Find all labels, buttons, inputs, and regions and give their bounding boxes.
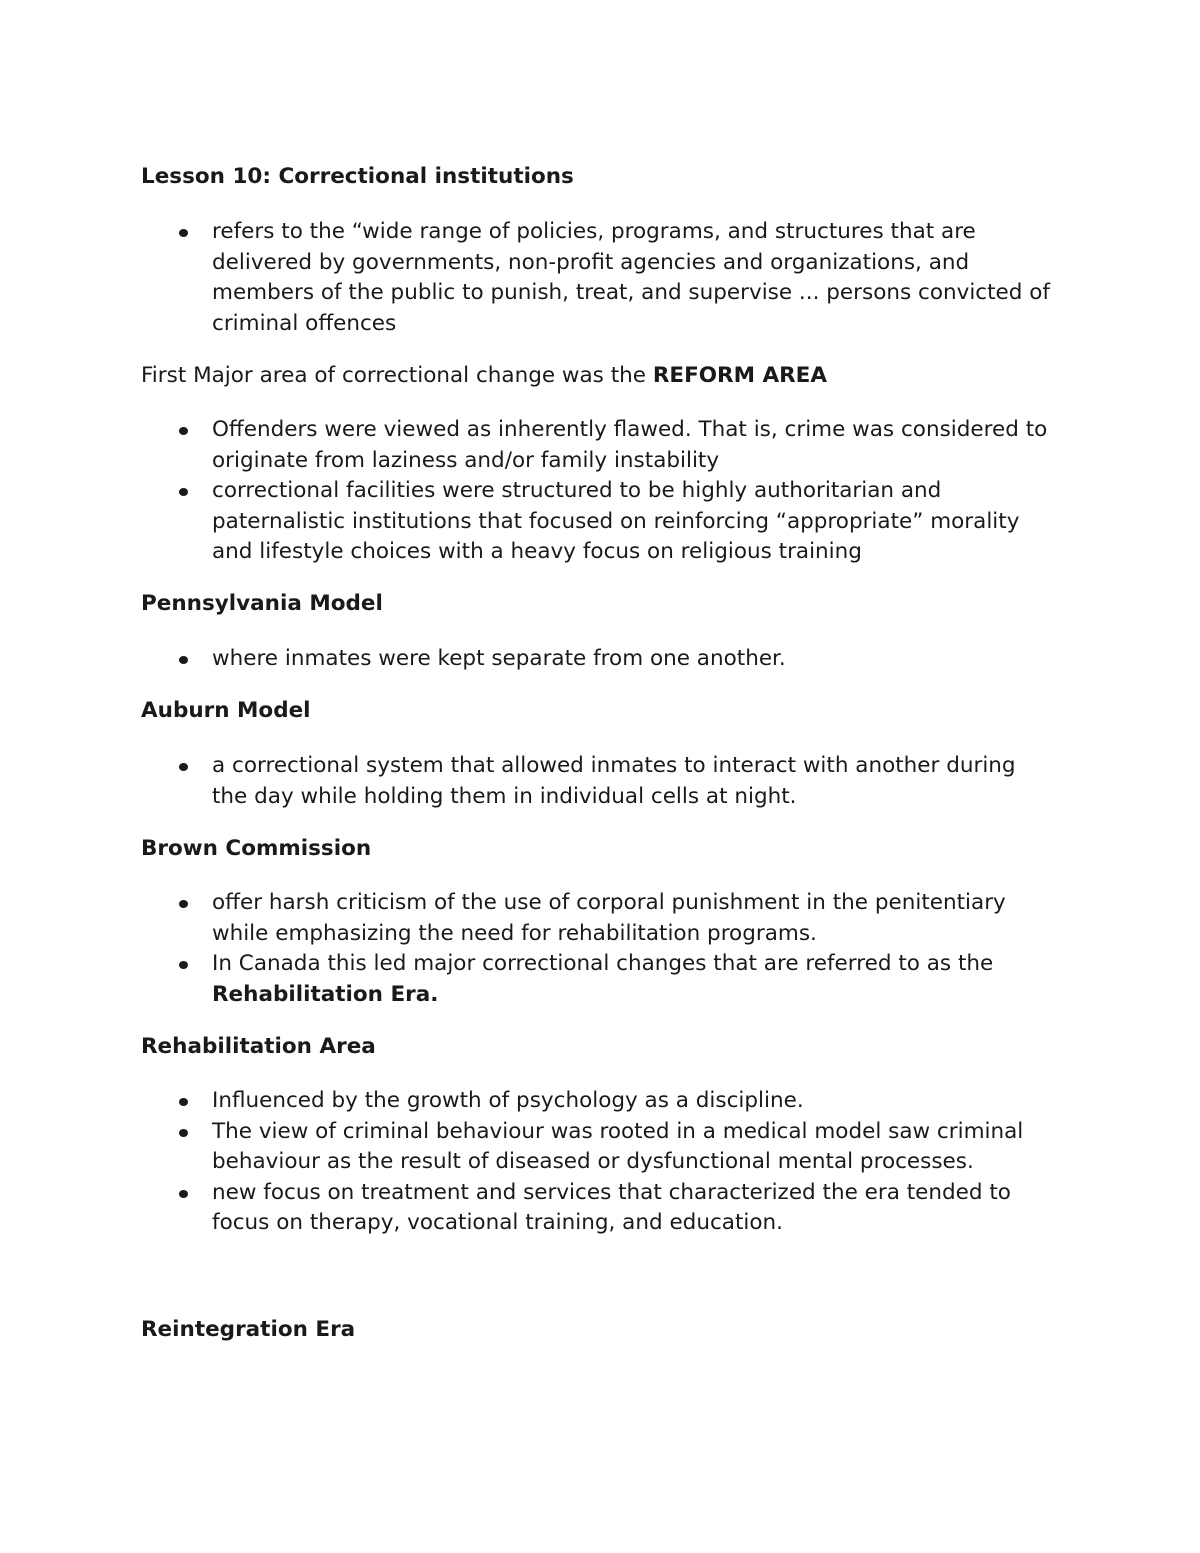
bullet-icon xyxy=(179,900,188,908)
bullet-icon xyxy=(179,1190,188,1198)
intro-bullet-list xyxy=(141,217,1081,339)
bullet-icon xyxy=(179,427,188,435)
pennsylvania-heading: Pennsylvania Model xyxy=(141,591,383,616)
reform-area-emphasis: REFORM AREA xyxy=(652,363,828,388)
list-item: refers to the “wide range of policies, programs, and structures that are delivered by governments, non-profit agencies and organizations, and members of the public to punish, treat, and supervise ... persons convicted of criminal offences xyxy=(141,217,1081,339)
list-item: The view of criminal behaviour was rooted in a medical model saw criminal behaviour as the result of diseased or dysfunctional mental processes. xyxy=(141,1117,1081,1178)
bullet-icon xyxy=(179,1098,188,1106)
auburn-heading: Auburn Model xyxy=(141,698,311,723)
list-item: a correctional system that allowed inmates to interact with another during the day while holding them in individual cells at night. xyxy=(141,751,1081,812)
bullet-icon xyxy=(179,763,188,771)
pennsylvania-bullet-list xyxy=(141,644,1081,675)
bullet-icon xyxy=(179,961,188,969)
bullet-icon xyxy=(179,488,188,496)
reform-intro: First Major area of correctional change was the REFORM AREA xyxy=(141,363,828,388)
reintegration-heading: Reintegration Era xyxy=(141,1317,356,1342)
reform-bullet-list xyxy=(141,415,1081,568)
lesson-title: Lesson 10: Correctional institutions xyxy=(141,164,574,189)
rehabilitation-heading: Rehabilitation Area xyxy=(141,1034,376,1059)
brown-bullet-list xyxy=(141,888,1081,1010)
list-item: where inmates were kept separate from one another. xyxy=(141,644,1081,675)
list-item: offer harsh criticism of the use of corporal punishment in the penitentiary while emphasizing the need for rehabilitation programs. xyxy=(141,888,1081,949)
list-item: correctional facilities were structured to be highly authoritarian and paternalistic institutions that focused on reinforcing “appropriate” morality and lifestyle choices with a heavy focus on religious training xyxy=(141,476,1081,568)
bullet-icon xyxy=(179,656,188,664)
bullet-icon xyxy=(179,1129,188,1137)
rehabilitation-era-emphasis: Rehabilitation Era. xyxy=(212,981,439,1007)
brown-commission-heading: Brown Commission xyxy=(141,836,372,861)
list-item: Offenders were viewed as inherently flawed. That is, crime was considered to originate from laziness and/or family instability xyxy=(141,415,1081,476)
auburn-bullet-list xyxy=(141,751,1081,812)
list-item: In Canada this led major correctional changes that are referred to as the Rehabilitation Era. xyxy=(141,949,1081,1010)
list-item: Influenced by the growth of psychology as a discipline. xyxy=(141,1086,1081,1117)
rehabilitation-bullet-list xyxy=(141,1086,1081,1239)
list-item: new focus on treatment and services that characterized the era tended to focus on therapy, vocational training, and education. xyxy=(141,1178,1081,1239)
bullet-icon xyxy=(179,229,188,237)
